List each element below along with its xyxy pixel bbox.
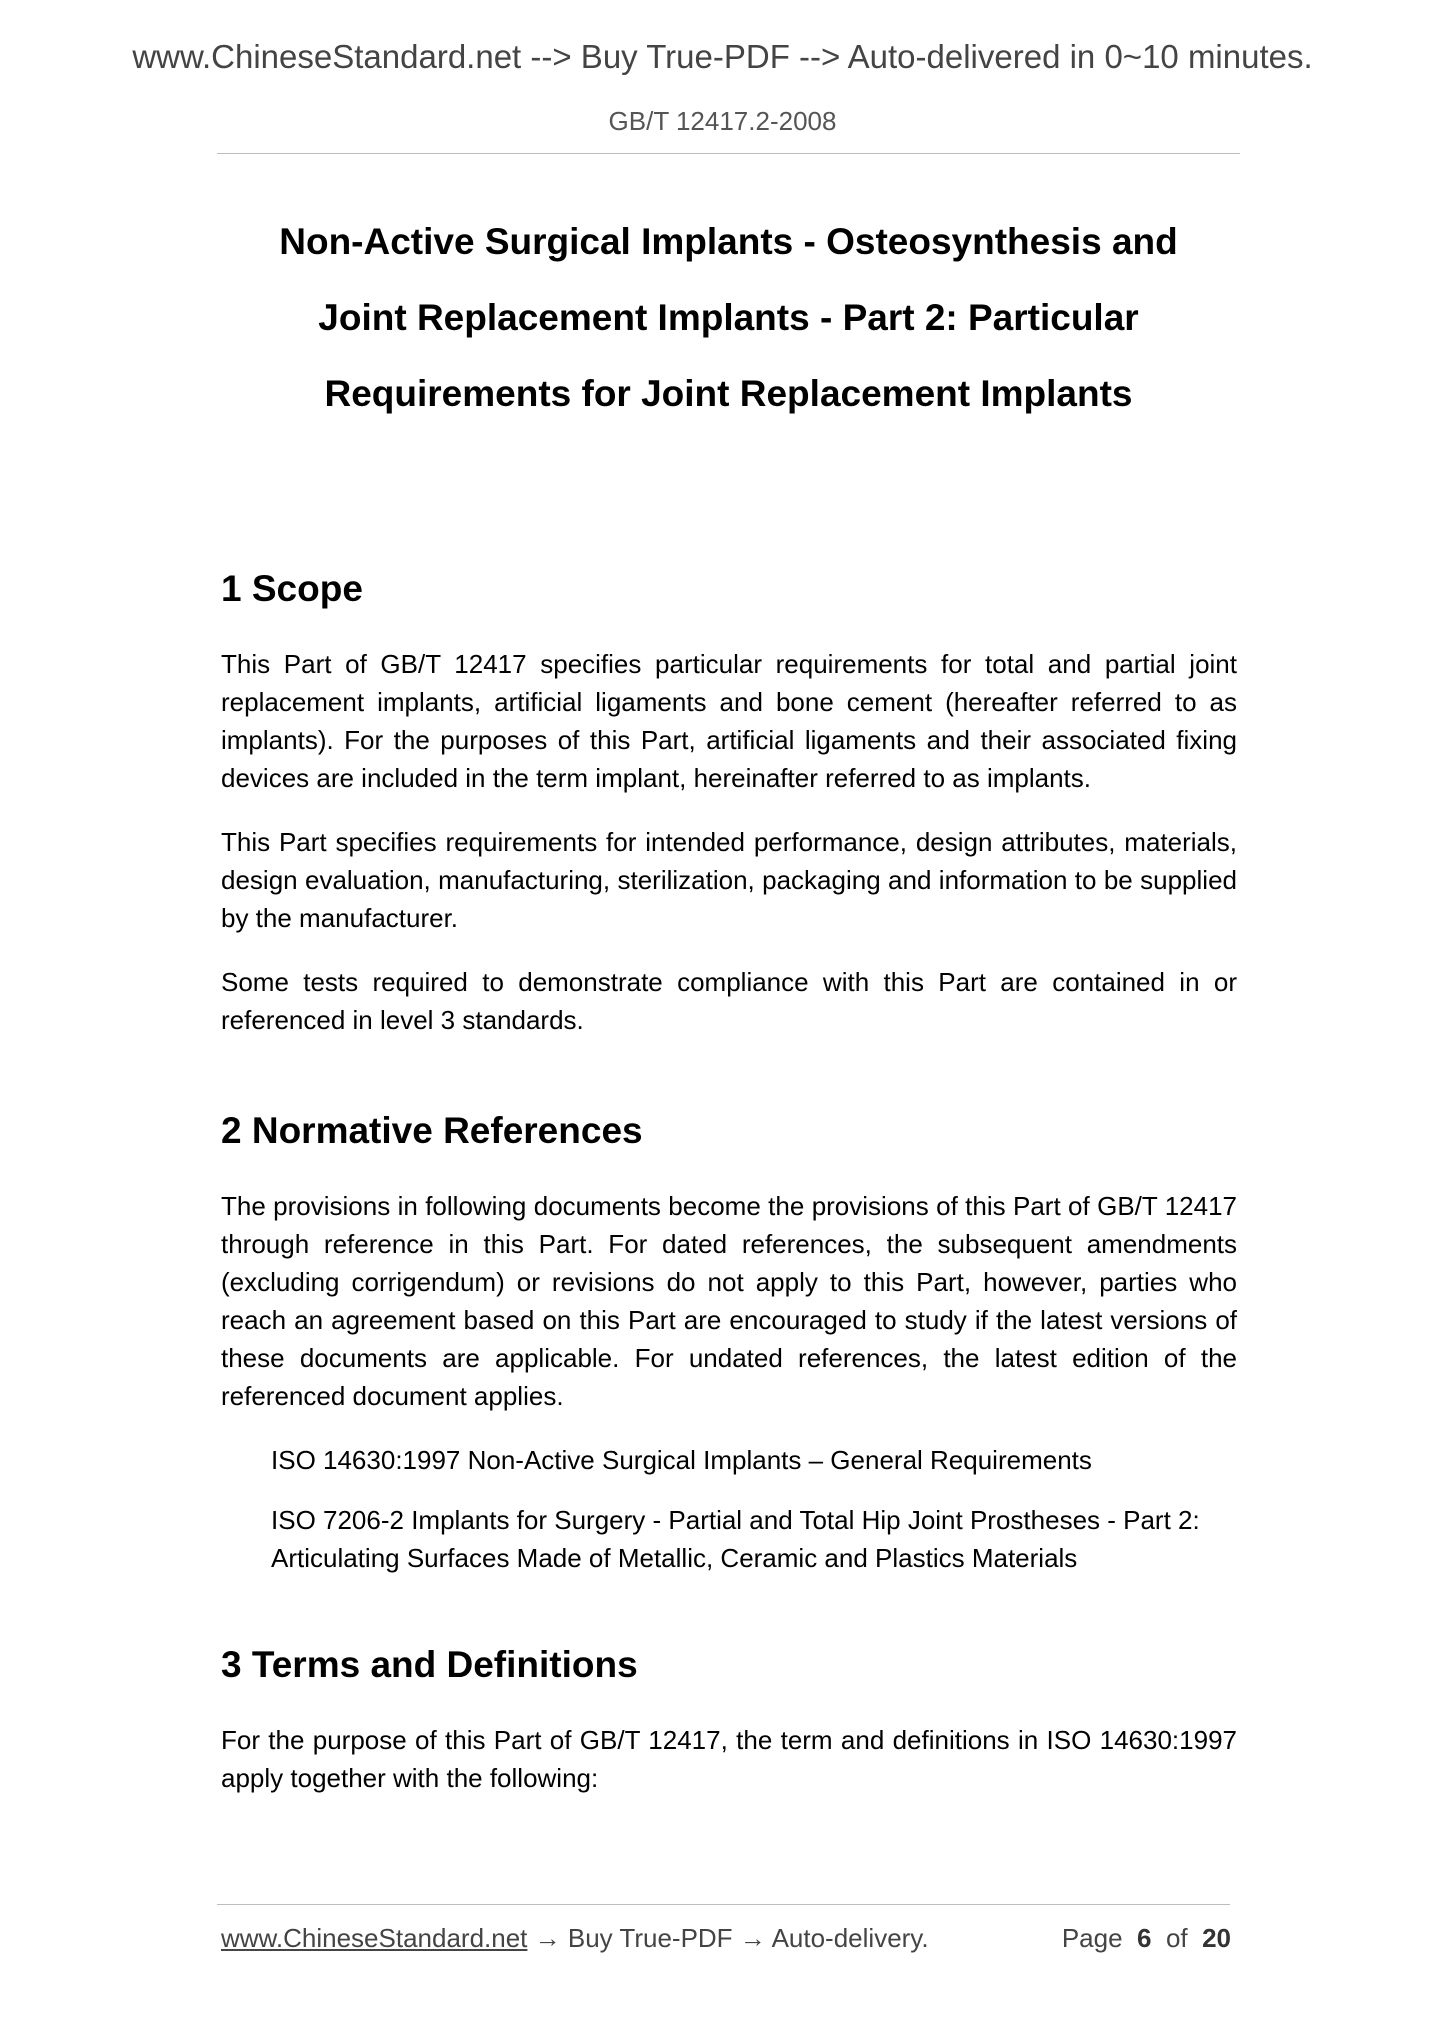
header-divider xyxy=(217,153,1240,154)
terms-paragraph-1: For the purpose of this Part of GB/T 12417, the term and definitions in ISO 14630:1997 apply together with the following: xyxy=(221,1725,1237,1793)
footer-left xyxy=(221,1923,929,1954)
title-line-3: Requirements for Joint Replacement Implants xyxy=(324,373,1133,414)
standard-code: GB/T 12417.2-2008 xyxy=(608,106,837,136)
page-footer xyxy=(221,1923,1231,1963)
title-line-2: Joint Replacement Implants - Part 2: Particular xyxy=(318,297,1139,338)
footer-website-link[interactable]: www.ChineseStandard.net xyxy=(221,1923,528,1953)
page-total: 20 xyxy=(1202,1923,1231,1953)
page-label: Page xyxy=(1061,1923,1123,1953)
section-heading-terms-definitions: 3 Terms and Definitions xyxy=(221,1644,638,1685)
scope-paragraph-3: Some tests required to demonstrate compliance with this Part are contained in or referenced in level 3 standards. xyxy=(221,967,1237,1035)
scope-paragraph-2: This Part specifies requirements for intended performance, design attributes, materials, design evaluation, manufacturing, sterilization, packaging and information to be supplied by the manufacturer. xyxy=(221,827,1237,933)
scope-paragraph-1: This Part of GB/T 12417 specifies particular requirements for total and partial joint replacement implants, artificial ligaments and bone cement (hereafter referred to as implants). For the purposes of this Part, artificial ligaments and their associated fixing devices are included in the term implant, hereinafter referred to as implants. xyxy=(221,649,1237,793)
document-body xyxy=(221,545,1237,1823)
document-title xyxy=(217,204,1240,432)
section-spacer xyxy=(221,1065,1237,1087)
page-current: 6 xyxy=(1137,1923,1152,1953)
section-spacer xyxy=(221,1599,1237,1621)
top-banner: www.ChineseStandard.net --> Buy True-PDF --> Auto-delivered in 0~10 minutes. xyxy=(132,38,1313,75)
reference-item-iso-7206-2: ISO 7206-2 Implants for Surgery - Partial and Total Hip Joint Prostheses - Part 2: Articulating Surfaces Made of Metallic, Ceramic and Plastics Materials xyxy=(271,1505,1200,1573)
title-line-1: Non-Active Surgical Implants - Osteosynthesis and xyxy=(279,221,1178,262)
section-heading-scope: 1 Scope xyxy=(221,568,363,609)
section-heading-normative-references: 2 Normative References xyxy=(221,1110,643,1151)
normative-paragraph-1: The provisions in following documents become the provisions of this Part of GB/T 12417 through reference in this Part. For dated references, the subsequent amendments (excluding corrigendum) or revisions do not apply to this Part, however, parties who reach an agreement based on this Part are encouraged to study if the latest versions of these documents are applicable. For undated references, the latest edition of the referenced document applies. xyxy=(221,1191,1237,1411)
page-of-label: of xyxy=(1165,1923,1188,1953)
footer-delivery-text: → Buy True-PDF → Auto-delivery. xyxy=(527,1923,929,1953)
page-number xyxy=(1062,1923,1231,1954)
footer-divider xyxy=(217,1904,1230,1905)
reference-item-iso-14630: ISO 14630:1997 Non-Active Surgical Implants – General Requirements xyxy=(271,1445,1092,1475)
